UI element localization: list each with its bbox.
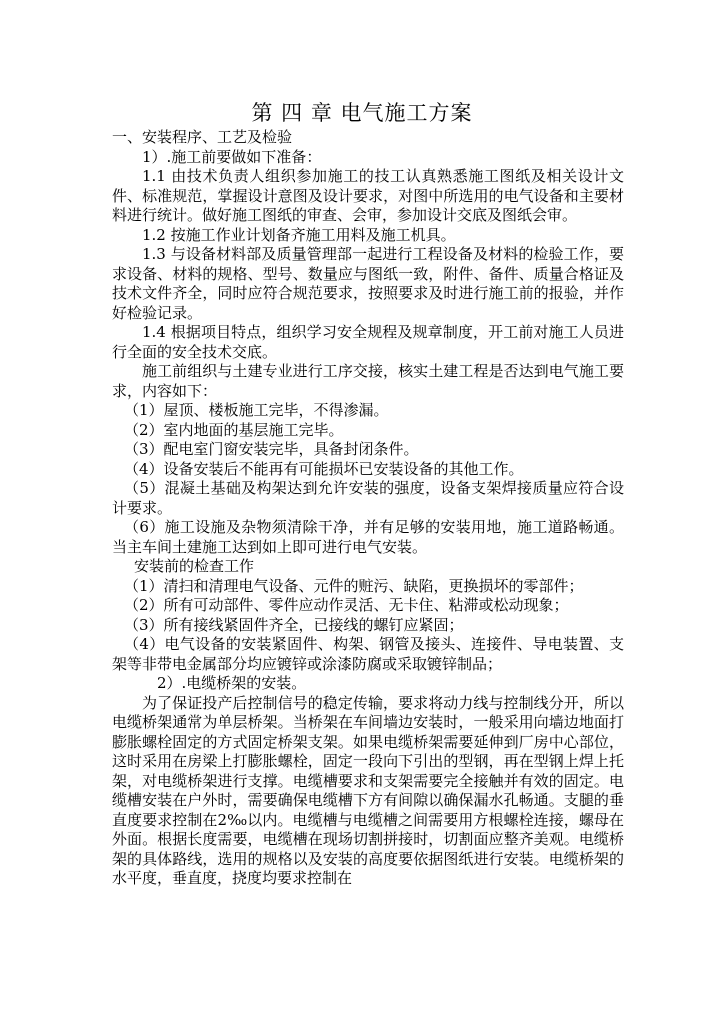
paragraph: 1.2 按施工作业计划备齐施工用料及施工机具。 [142,225,456,244]
subsection-heading: 2）.电缆桥架的安装。 [157,674,307,692]
list-item: （3）配电室门窗安装完毕，具备封闭条件。 [124,440,419,458]
paragraph: 1.1 由技术负责人组织参加施工的技工认真熟悉施工图纸及相关设计文件、标准规范，掌握设计意图及设计要求，对图中所选用的电气设备和主要材料进行统计。做好施工图纸的审查、会审，参加设计交底及图纸会审。 [112,167,624,224]
paragraph: 为了保证投产后控制信号的稳定传输，要求将动力线与控制线分开，所以电缆桥架通常为单层桥架。当桥架在车间墙边安装时，一般采用向墙边地面打膨胀螺栓固定的方式固定桥架支架。如果电缆桥架需要延伸到厂房中心部位，这时采用在房梁上打膨胀螺栓，固定一段向下引出的型钢，再在型钢上焊上托架，对电缆桥架进行支撑。电缆槽要求和支架需要完全接触并有效的固定。电缆槽安装在户外时，需要确保电缆槽下方有间隙以确保漏水孔畅通。支腿的垂直度要求控制在2‰以内。电缆槽与电缆槽之间需要用方根螺栓连接，螺母在外面。根据长度需要，电缆槽在现场切割拼接时，切割面应整齐美观。电缆桥架的具体路线，选用的规格以及安装的高度要依据图纸进行安装。电缆桥架的水平度，垂直度，挠度均要求控制在 [112,693,624,887]
list-item: （4）设备安装后不能再有可能损坏已安装设备的其他工作。 [124,459,524,478]
list-item: （2）室内地面的基层施工完毕。 [124,420,344,439]
list-item: （1）屋顶、楼板施工完毕，不得渗漏。 [124,401,389,419]
paragraph: 施工前组织与土建专业进行工序交接，核实土建工程是否达到电气施工要求，内容如下： [112,362,624,400]
list-item: （6）施工设施及杂物须清除干净，并有足够的安装用地，施工道路畅通。当主车间土建施工达到如上即可进行电气安装。 [112,518,624,556]
chapter-title: 第 四 章 电气施工方案 [251,101,473,125]
list-item: （5）混凝土基础及构架达到允许安装的强度，设备支架焊接质量应符合设计要求。 [112,479,624,517]
paragraph: 1.3 与设备材料部及质量管理部一起进行工程设备及材料的检验工作，要求设备、材料的规格、型号、数量应与图纸一致，附件、备件、质量合格证及技术文件齐全，同时应符合规范要求，按照要求及时进行施工前的报验，并作好检验记录。 [112,245,624,322]
document-body [112,128,624,889]
list-item: （2）所有可动部件、零件应动作灵活、无卡住、粘滞或松动现象； [124,596,569,614]
section-heading: 一、安装程序、工艺及检验 [112,128,293,146]
list-item: （4）电气设备的安装紧固件、构架、钢管及接头、连接件、导电装置、支架等非带电金属部分均应镀锌或涂漆防腐或采取镀锌制品； [112,635,624,673]
subsection-heading: 安装前的检查工作 [134,557,255,575]
list-item: （3）所有接线紧固件齐全，已接线的螺钉应紧固； [124,615,464,634]
paragraph: 1.4 根据项目特点，组织学习安全规程及规章制度，开工前对施工人员进行全面的安全技术交底。 [112,323,624,361]
subsection-heading: 1）.施工前要做如下准备： [142,147,322,166]
list-item: （1）清扫和清理电气设备、元件的赃污、缺陷，更换损坏的零部件； [124,576,584,595]
